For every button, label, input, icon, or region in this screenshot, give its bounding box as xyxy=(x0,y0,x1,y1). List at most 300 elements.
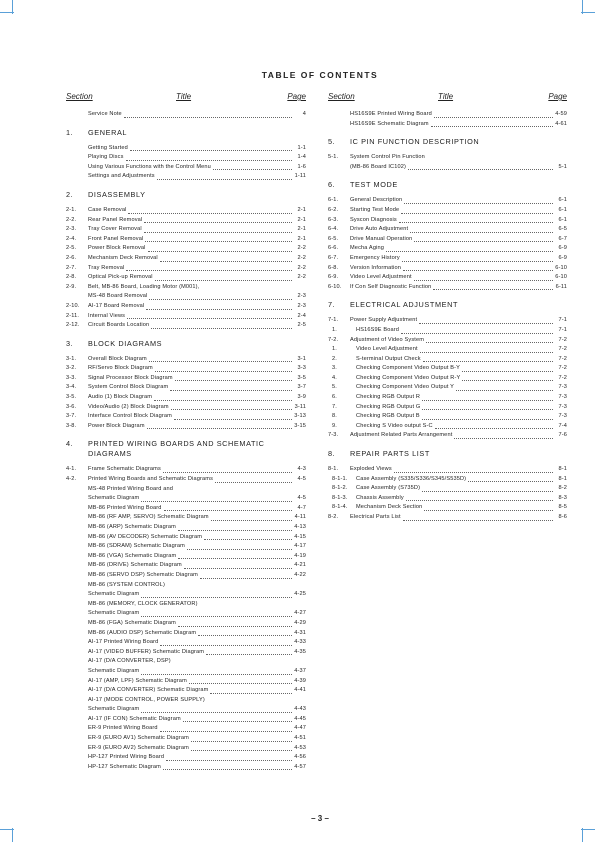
entry-title: Case Removal xyxy=(88,206,127,213)
dot-leader xyxy=(210,692,292,694)
entry-title: Internal Views xyxy=(88,312,126,319)
toc-entry[interactable] xyxy=(328,254,567,264)
entry-title: Version Information xyxy=(350,264,402,271)
entry-number: 2-9. xyxy=(66,283,77,290)
toc-entry[interactable] xyxy=(66,355,306,365)
entry-page: 7-2 xyxy=(558,346,567,353)
entry-title: Rear Panel Removal xyxy=(88,216,143,223)
toc-entry[interactable] xyxy=(66,494,306,504)
entry-title: MS-48 Printed Wiring Board and xyxy=(88,485,174,492)
entry-title: Mechanism Deck Section xyxy=(356,504,423,511)
entry-title: Audio (1) Block Diagram xyxy=(88,394,153,401)
entry-page: 1-6 xyxy=(297,163,306,170)
toc-entry[interactable] xyxy=(328,383,567,393)
entry-title: HP-127 Schematic Diagram xyxy=(88,763,161,770)
entry-page: 6-7 xyxy=(558,235,567,242)
dot-leader xyxy=(141,596,292,598)
entry-page: 1-4 xyxy=(297,154,306,161)
dot-leader xyxy=(404,202,553,204)
entry-page: 2-3 xyxy=(297,293,306,300)
entry-title: MB-86 (MEMORY, CLOCK GENERATOR) xyxy=(88,600,198,607)
toc-entry[interactable] xyxy=(328,326,567,336)
entry-number: 3-4. xyxy=(66,384,77,391)
toc-entry[interactable] xyxy=(66,144,306,154)
toc-entry[interactable] xyxy=(66,244,306,254)
section-title: GENERAL xyxy=(88,127,128,137)
entry-number: 2-3. xyxy=(66,226,77,233)
entry-number: 6-2. xyxy=(328,206,339,213)
dot-leader xyxy=(163,768,292,770)
dot-leader xyxy=(423,360,553,362)
toc-entry[interactable] xyxy=(66,667,306,677)
entry-page: 4-11 xyxy=(294,514,306,521)
entry-page: 4-53 xyxy=(294,744,306,751)
dot-leader xyxy=(178,529,292,531)
entry-page: 4-37 xyxy=(294,667,306,674)
toc-entry[interactable] xyxy=(328,336,567,346)
toc-entry[interactable] xyxy=(66,302,306,312)
entry-number: 3-6. xyxy=(66,403,77,410)
dot-leader xyxy=(456,389,553,391)
toc-entry[interactable] xyxy=(66,744,306,754)
entry-number: 2-11. xyxy=(66,312,80,319)
dot-leader xyxy=(183,720,292,722)
dot-leader xyxy=(422,490,553,492)
toc-entry[interactable] xyxy=(66,393,306,403)
entry-title: ER-9 (EURO AV1) Schematic Diagram xyxy=(88,735,189,742)
entry-page: 3-5 xyxy=(297,374,306,381)
toc-entry[interactable] xyxy=(66,321,306,331)
entry-title: AI-17 (IF CON) Schematic Diagram xyxy=(88,715,181,722)
toc-entry[interactable] xyxy=(66,364,306,374)
entry-number: 5. xyxy=(332,384,337,391)
header-page: Page xyxy=(287,92,306,101)
toc-entry[interactable] xyxy=(328,283,567,293)
entry-page: 7-4 xyxy=(558,422,567,429)
toc-entry[interactable] xyxy=(66,374,306,384)
entry-title: MB-86 (RF AMP, SERVO) Schematic Diagram xyxy=(88,514,209,521)
dot-leader xyxy=(462,379,553,381)
entry-title: Video Level Adjustment xyxy=(350,274,412,281)
entry-title: MB-86 (ARP) Schematic Diagram xyxy=(88,524,176,530)
entry-page: 7-2 xyxy=(558,374,567,381)
dot-leader xyxy=(147,427,292,429)
toc-entry[interactable] xyxy=(66,619,306,629)
entry-title: (MB-86 Board IC102) xyxy=(350,163,407,170)
column-header xyxy=(66,92,306,104)
toc-entry[interactable] xyxy=(328,422,567,432)
toc-entry[interactable] xyxy=(328,153,567,163)
toc-entry[interactable] xyxy=(328,355,567,365)
toc-entry[interactable] xyxy=(66,552,306,562)
toc-entry[interactable] xyxy=(328,484,567,494)
toc-entry[interactable] xyxy=(66,422,306,432)
section-title: TEST MODE xyxy=(350,180,398,190)
toc-entry[interactable] xyxy=(66,609,306,619)
toc-entry[interactable] xyxy=(328,475,567,485)
entry-page: 8-3 xyxy=(558,494,567,501)
dot-leader xyxy=(164,509,292,511)
section-number: 4. xyxy=(66,439,74,449)
entry-number: 6-10. xyxy=(328,283,342,290)
entry-number: 2-2. xyxy=(66,216,77,223)
toc-entry[interactable] xyxy=(66,283,306,293)
entry-page: 4-57 xyxy=(294,763,306,770)
entry-title: Tray Removal xyxy=(88,264,125,271)
entry-number: 2-4. xyxy=(66,235,77,242)
dot-leader xyxy=(215,481,292,483)
entry-page: 4-47 xyxy=(294,725,306,732)
entry-page: 7-3 xyxy=(558,394,567,401)
entry-title: Belt, MB-86 Board, Loading Motor (M001), xyxy=(88,283,200,290)
entry-title: MB-86 (SYSTEM CONTROL) xyxy=(88,581,165,588)
toc-entry[interactable] xyxy=(66,254,306,264)
entry-title: Mechanism Deck Removal xyxy=(88,254,158,261)
entry-page: 8-6 xyxy=(558,514,567,520)
entry-page: 4-45 xyxy=(294,715,306,722)
section-number: 3. xyxy=(66,338,74,348)
dot-leader xyxy=(433,288,553,290)
entry-title: HS16S9E Schematic Diagram xyxy=(350,120,429,127)
entry-number: 3-8. xyxy=(66,422,77,429)
entry-number: 8-1-1. xyxy=(332,475,348,482)
dot-leader xyxy=(187,548,292,550)
entry-number: 3-1. xyxy=(66,355,77,362)
entry-title: AI-17 (D/A CONVERTER) Schematic Diagram xyxy=(88,687,209,694)
header-title: Title xyxy=(438,92,454,101)
toc-entry[interactable] xyxy=(328,235,567,245)
entry-page: 6-1 xyxy=(558,197,567,204)
toc-entry[interactable] xyxy=(66,600,306,610)
toc-entry[interactable] xyxy=(328,216,567,226)
toc-entry[interactable] xyxy=(328,465,567,475)
toc-entry[interactable] xyxy=(66,475,306,485)
dot-leader xyxy=(171,408,292,410)
toc-entry[interactable] xyxy=(66,523,306,533)
entry-number: 6-6. xyxy=(328,245,339,252)
entry-page: 4-61 xyxy=(555,120,567,127)
toc-entry[interactable] xyxy=(66,225,306,235)
dot-leader xyxy=(160,730,292,732)
entry-title: MB-86 Printed Wiring Board xyxy=(88,504,162,511)
entry-page: 2-4 xyxy=(297,312,306,319)
toc-list-right xyxy=(328,110,567,523)
entry-number: 7-2. xyxy=(328,336,339,343)
toc-entry[interactable] xyxy=(66,292,306,302)
entry-page: 4-3 xyxy=(297,466,306,473)
entry-title: AI-17 Board Removal xyxy=(88,302,145,309)
entry-page: 6-9 xyxy=(558,245,567,252)
toc-entry[interactable] xyxy=(328,364,567,374)
dot-leader xyxy=(401,332,553,334)
entry-number: 6-9. xyxy=(328,274,339,281)
toc-entry[interactable] xyxy=(66,153,306,163)
toc-entry[interactable] xyxy=(66,734,306,744)
section-title: REPAIR PARTS LIST xyxy=(350,449,430,459)
toc-entry[interactable] xyxy=(328,244,567,254)
entry-title: System Control Pin Function xyxy=(350,154,425,161)
entry-title: AI-17 (D/A CONVERTER, DSP) xyxy=(88,658,171,665)
entry-title: ER-9 (EURO AV2) Schematic Diagram xyxy=(88,744,189,751)
toc-entry[interactable] xyxy=(328,163,567,173)
crop-mark-bottom-left-v xyxy=(12,828,13,842)
section-number: 5. xyxy=(328,137,336,147)
entry-page: 6-9 xyxy=(558,254,567,261)
toc-entry[interactable] xyxy=(328,225,567,235)
toc-entry[interactable] xyxy=(66,696,306,706)
entry-title: Schematic Diagram xyxy=(88,495,140,502)
entry-title: Schematic Diagram xyxy=(88,667,140,674)
entry-title: Checking RGB Output G xyxy=(356,403,421,410)
entry-page: 1-1 xyxy=(297,144,306,151)
dot-leader xyxy=(420,351,553,353)
dot-leader xyxy=(408,168,553,170)
entry-page: 4-56 xyxy=(294,754,306,761)
toc-entry[interactable] xyxy=(328,431,567,441)
entry-number: 6-1. xyxy=(328,197,339,204)
entry-number: 2-5. xyxy=(66,245,77,252)
entry-number: 5-1. xyxy=(328,154,339,161)
toc-entry[interactable] xyxy=(66,172,306,182)
entry-title: Power Block Diagram xyxy=(88,422,145,429)
entry-page: 4-33 xyxy=(294,639,306,646)
entry-title: Frame Schematic Diagrams xyxy=(88,466,161,473)
entry-number: 4-2. xyxy=(66,476,77,483)
toc-entry[interactable] xyxy=(328,264,567,274)
toc-entry[interactable] xyxy=(66,590,306,600)
entry-number: 3-5. xyxy=(66,394,77,401)
toc-entry[interactable] xyxy=(328,120,567,130)
toc-entry[interactable] xyxy=(66,724,306,734)
entry-title: Getting Started xyxy=(88,144,128,151)
entry-title: General Description xyxy=(350,197,403,204)
toc-entry[interactable] xyxy=(66,235,306,245)
entry-title: Schematic Diagram xyxy=(88,610,140,617)
entry-title: Settings and Adjustments xyxy=(88,173,155,180)
entry-page: 8-5 xyxy=(558,504,567,511)
dot-leader xyxy=(178,557,292,559)
entry-page: 3-9 xyxy=(297,394,306,401)
dot-leader xyxy=(414,240,553,242)
entry-page: 6-10 xyxy=(555,264,567,271)
toc-entry[interactable] xyxy=(66,504,306,514)
entry-title: Optical Pick-up Removal xyxy=(88,274,153,281)
header-section: Section xyxy=(66,92,93,101)
entry-title: Drive Manual Operation xyxy=(350,235,413,242)
toc-entry[interactable] xyxy=(66,485,306,495)
toc-entry[interactable] xyxy=(328,345,567,355)
dot-leader xyxy=(402,260,553,262)
entry-page: 2-5 xyxy=(297,322,306,329)
crop-mark-top-right-v xyxy=(582,0,583,14)
section-heading xyxy=(328,300,567,310)
dot-leader xyxy=(160,644,292,646)
toc-entry[interactable] xyxy=(66,465,306,475)
toc-entry[interactable] xyxy=(66,273,306,283)
toc-entry[interactable] xyxy=(66,264,306,274)
entry-number: 9. xyxy=(332,422,337,429)
entry-page: 4-7 xyxy=(297,504,306,511)
entry-title: Starting Test Mode xyxy=(350,206,400,213)
toc-entry[interactable] xyxy=(66,715,306,725)
dot-leader xyxy=(175,379,292,381)
entry-title: Using Various Functions with the Control Menu xyxy=(88,163,211,170)
toc-entry[interactable] xyxy=(66,677,306,687)
entry-page: 7-6 xyxy=(558,432,567,439)
toc-entry[interactable] xyxy=(328,110,567,120)
entry-page: 6-5 xyxy=(558,226,567,233)
toc-entry[interactable] xyxy=(66,763,306,773)
toc-entry[interactable] xyxy=(328,393,567,403)
entry-number: 8-1. xyxy=(328,466,339,473)
entry-page: 3-3 xyxy=(297,365,306,372)
entry-page: 4-27 xyxy=(294,610,306,617)
section-heading xyxy=(328,137,567,147)
entry-number: 6-3. xyxy=(328,216,339,223)
entry-title: MS-48 Board Removal xyxy=(88,293,148,300)
toc-entry[interactable] xyxy=(66,216,306,226)
dot-leader xyxy=(141,711,292,713)
dot-leader xyxy=(422,418,553,420)
toc-entry[interactable] xyxy=(66,581,306,591)
entry-title: Playing Discs xyxy=(88,154,124,161)
dot-leader xyxy=(184,567,292,569)
toc-entry[interactable] xyxy=(66,705,306,715)
entry-page: 4 xyxy=(302,111,306,117)
entry-page: 7-3 xyxy=(558,403,567,410)
entry-title: Tray Cover Removal xyxy=(88,226,142,233)
entry-title: HP-127 Printed Wiring Board xyxy=(88,754,165,761)
entry-page: 6-10 xyxy=(555,274,567,281)
entry-number: 1. xyxy=(332,326,337,333)
toc-entry[interactable] xyxy=(66,629,306,639)
toc-entry[interactable] xyxy=(328,513,567,523)
section-number: 1. xyxy=(66,127,74,137)
toc-entry[interactable] xyxy=(328,206,567,216)
toc-entry[interactable] xyxy=(328,403,567,413)
entry-title: Syscon Diagnosis xyxy=(350,216,397,223)
toc-entry[interactable] xyxy=(66,383,306,393)
toc-entry[interactable] xyxy=(66,542,306,552)
toc-entry[interactable] xyxy=(66,533,306,543)
entry-title: Signal Processor Block Diagram xyxy=(88,374,173,381)
entry-title: HS16S9E Board xyxy=(356,326,399,333)
entry-page: 3-7 xyxy=(297,384,306,391)
dot-leader xyxy=(213,168,292,170)
entry-page: 4-41 xyxy=(294,687,306,694)
entry-title: Schematic Diagram xyxy=(88,706,140,713)
entry-title: Checking Component Video Output B-Y xyxy=(356,365,461,372)
section-heading xyxy=(66,128,306,138)
toc-entry[interactable] xyxy=(328,374,567,384)
entry-title: Case Assembly (S735D) xyxy=(356,485,421,492)
entry-title: Interface Control Block Diagram xyxy=(88,413,172,420)
entry-title: Case Assembly (S335/S336/S345/S535D) xyxy=(356,475,467,482)
section-title: BLOCK DIAGRAMS xyxy=(88,338,163,348)
toc-entry[interactable] xyxy=(66,403,306,413)
dot-leader xyxy=(434,116,553,118)
dot-leader xyxy=(410,231,553,233)
toc-entry[interactable] xyxy=(66,686,306,696)
dot-leader xyxy=(206,653,292,655)
dot-leader xyxy=(403,519,553,521)
entry-page: 4-5 xyxy=(297,476,306,483)
entry-page: 6-1 xyxy=(558,206,567,213)
toc-entry[interactable] xyxy=(66,513,306,523)
toc-entry[interactable] xyxy=(328,412,567,422)
toc-entry[interactable] xyxy=(66,206,306,216)
entry-page: 2-1 xyxy=(297,235,306,242)
toc-entry[interactable] xyxy=(66,648,306,658)
toc-entry[interactable] xyxy=(66,657,306,667)
dot-leader xyxy=(191,740,292,742)
entry-page: 2-2 xyxy=(297,274,306,281)
dot-leader xyxy=(386,250,553,252)
crop-mark-top-left-v xyxy=(12,0,13,14)
section-number: 6. xyxy=(328,180,336,190)
toc-entry[interactable] xyxy=(328,494,567,504)
entry-title: If Con Self Diagnostic Function xyxy=(350,283,432,290)
entry-title: MB-86 (AV DECODER) Schematic Diagram xyxy=(88,533,203,540)
dot-leader xyxy=(128,212,292,214)
header-page: Page xyxy=(548,92,567,101)
toc-entry[interactable] xyxy=(66,561,306,571)
dot-leader xyxy=(200,577,292,579)
entry-title: MB-86 (AUDIO DSP) Schematic Diagram xyxy=(88,629,197,636)
toc-entry[interactable] xyxy=(328,316,567,326)
dot-leader xyxy=(198,634,292,636)
toc-entry[interactable] xyxy=(66,638,306,648)
entry-page: 8-1 xyxy=(558,466,567,473)
toc-entry[interactable] xyxy=(66,163,306,173)
section-title: ELECTRICAL ADJUSTMENT xyxy=(350,300,459,310)
dot-leader xyxy=(141,673,292,675)
toc-entry[interactable] xyxy=(66,753,306,763)
entry-title: MB-86 (VGA) Schematic Diagram xyxy=(88,552,177,559)
entry-number: 1. xyxy=(332,346,337,353)
entry-number: 7-1. xyxy=(328,317,339,324)
dot-leader xyxy=(399,221,553,223)
entry-number: 3-7. xyxy=(66,413,77,420)
entry-number: 3. xyxy=(332,365,337,372)
dot-leader xyxy=(155,279,292,281)
dot-leader xyxy=(454,437,553,439)
entry-title: Checking Component Video Output Y xyxy=(356,384,455,391)
entry-title: AI-17 (MODE CONTROL, POWER SUPPLY) xyxy=(88,696,205,703)
toc-entry[interactable] xyxy=(328,503,567,513)
toc-entry[interactable] xyxy=(66,571,306,581)
toc-entry[interactable] xyxy=(328,196,567,206)
entry-number: 3-3. xyxy=(66,374,77,381)
toc-entry[interactable] xyxy=(66,412,306,422)
page-number: – 3 – xyxy=(311,814,329,823)
entry-page: 4-19 xyxy=(294,552,306,559)
entry-page: 2-1 xyxy=(297,226,306,233)
entry-page: 2-3 xyxy=(297,302,306,309)
toc-entry[interactable] xyxy=(328,273,567,283)
toc-entry[interactable] xyxy=(66,312,306,322)
dot-leader xyxy=(462,370,553,372)
entry-page: 3-15 xyxy=(294,422,306,429)
toc-entry[interactable] xyxy=(66,110,306,120)
entry-title: Power Supply Adjustment xyxy=(350,317,418,324)
entry-title: Checking Component Video Output R-Y xyxy=(356,374,461,381)
crop-mark-bottom-right-h xyxy=(581,829,595,830)
entry-number: 6-8. xyxy=(328,264,339,271)
entry-page: 2-2 xyxy=(297,254,306,261)
dot-leader xyxy=(403,269,553,271)
entry-title: Mecha Aging xyxy=(350,245,384,252)
